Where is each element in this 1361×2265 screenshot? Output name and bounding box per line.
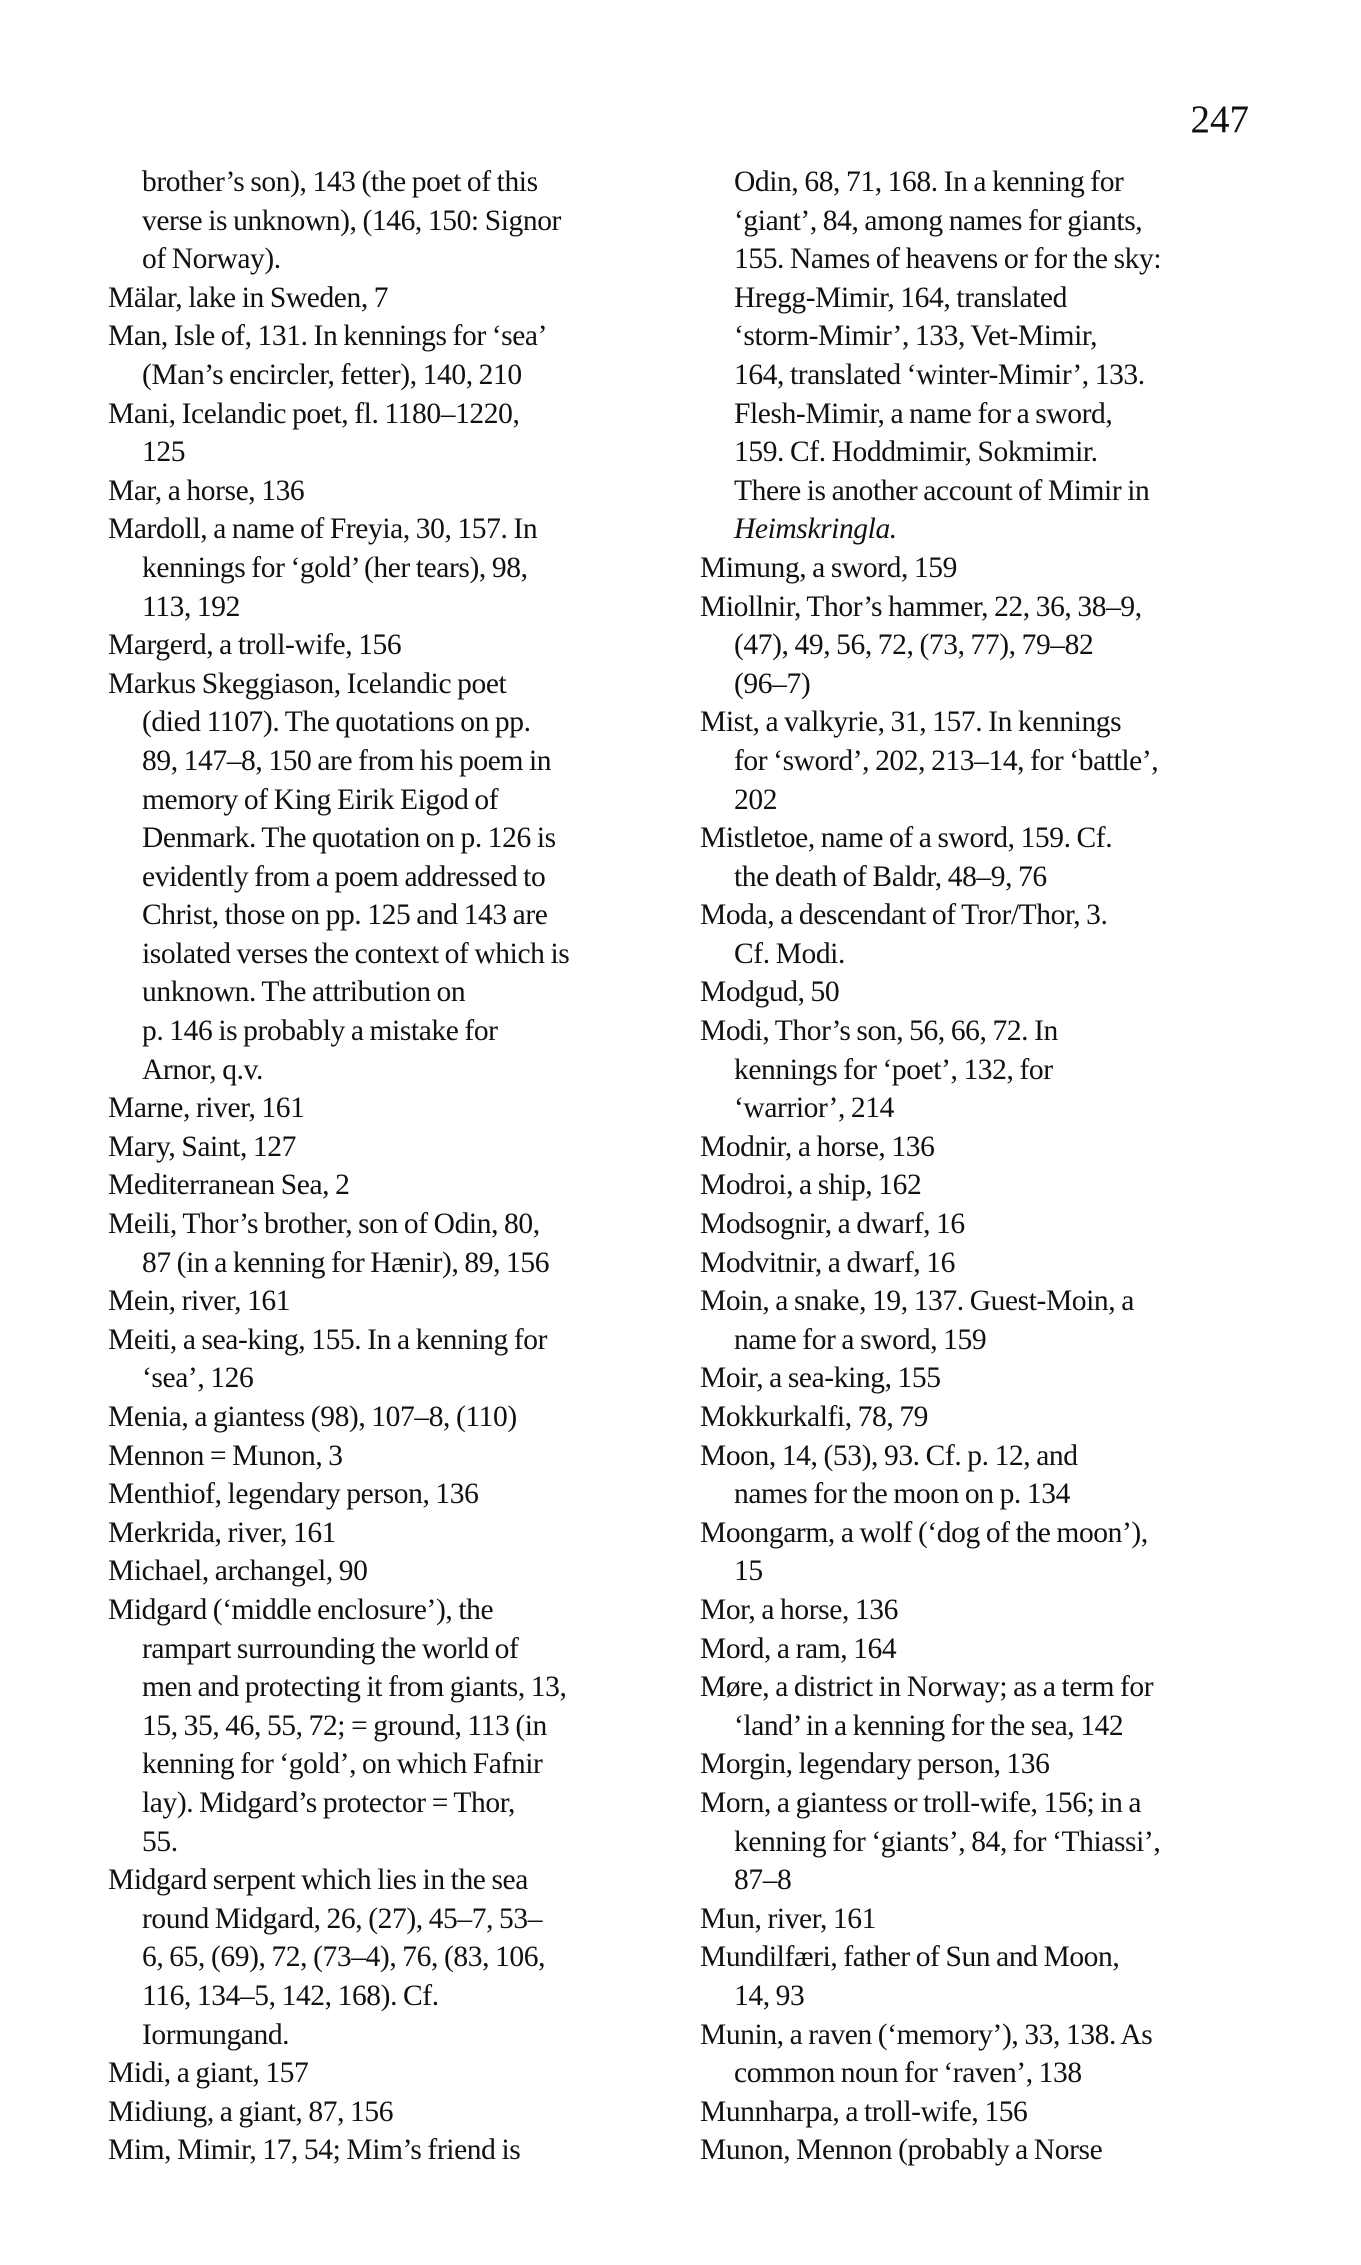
index-entry-continuation: 89, 147–8, 150 are from his poem in <box>142 744 552 777</box>
index-entry-line: Moongarm, a wolf (‘dog of the moon’), <box>700 1516 1148 1549</box>
index-entry-continuation: There is another account of Mimir in <box>734 474 1150 507</box>
index-entry-line: Mani, Icelandic poet, fl. 1180–1220, <box>108 397 520 430</box>
index-entry-continuation: 125 <box>142 436 186 469</box>
index-entry-continuation: ‘warrior’, 214 <box>734 1092 894 1125</box>
index-entry-continuation: 155. Names of heavens or for the sky: <box>734 243 1162 276</box>
index-column-left <box>108 163 668 2170</box>
index-entry-line: Modsognir, a dwarf, 16 <box>700 1208 965 1241</box>
index-entry-continuation: ‘land’ in a kenning for the sea, 142 <box>734 1709 1124 1742</box>
index-entry-continuation: memory of King Eirik Eigod of <box>142 783 499 816</box>
index-entry-line: Munon, Mennon (probably a Norse <box>700 2134 1103 2167</box>
index-entry-continuation: ‘storm-Mimir’, 133, Vet-Mimir, <box>734 320 1098 353</box>
index-entry-line: Merkrida, river, 161 <box>108 1516 337 1549</box>
index-entry-continuation: Hregg-Mimir, 164, translated <box>734 281 1067 314</box>
index-entry-continuation: rampart surrounding the world of <box>142 1632 519 1665</box>
index-entry-line: Markus Skeggiason, Icelandic poet <box>108 667 507 700</box>
index-entry-continuation: 164, translated ‘winter-Mimir’, 133. <box>734 358 1145 391</box>
index-entry-line: Modgud, 50 <box>700 976 840 1009</box>
index-entry-line: Miollnir, Thor’s hammer, 22, 36, 38–9, <box>700 590 1142 623</box>
index-entry-line: Midiung, a giant, 87, 156 <box>108 2095 394 2128</box>
index-entry-line: Michael, archangel, 90 <box>108 1555 368 1588</box>
index-entry-continuation: evidently from a poem addressed to <box>142 860 546 893</box>
index-entry-line: Modnir, a horse, 136 <box>700 1130 935 1163</box>
index-entry-continuation: men and protecting it from giants, 13, <box>142 1671 567 1704</box>
index-entry-continuation: (died 1107). The quotations on pp. <box>142 706 531 739</box>
index-entry-continuation: 202 <box>734 783 778 816</box>
index-entry-line: Menia, a giantess (98), 107–8, (110) <box>108 1401 517 1433</box>
index-entry-continuation: 113, 192 <box>142 590 240 623</box>
index-entry-continuation: Cf. Modi. <box>734 937 845 970</box>
index-entry-continuation: 159. Cf. Hoddmimir, Sokmimir. <box>734 436 1098 469</box>
index-entry-line: Mord, a ram, 164 <box>700 1632 897 1665</box>
index-entry-continuation: for ‘sword’, 202, 213–14, for ‘battle’, <box>734 744 1159 777</box>
index-entry-line: Mennon = Munon, 3 <box>108 1439 343 1472</box>
index-entry-line: Man, Isle of, 131. In kennings for ‘sea’ <box>108 320 548 353</box>
index-entry-line: Menthiof, legendary person, 136 <box>108 1478 479 1511</box>
index-entry-line: Mardoll, a name of Freyia, 30, 157. In <box>108 513 538 546</box>
index-entry-continuation: verse is unknown), (146, 150: Signor <box>142 204 561 237</box>
index-entry-line: Meili, Thor’s brother, son of Odin, 80, <box>108 1208 540 1241</box>
index-entry-continuation: Odin, 68, 71, 168. In a kenning for <box>734 166 1124 198</box>
index-entry-line: Mimung, a sword, 159 <box>700 551 957 584</box>
index-entry-continuation: Arnor, q.v. <box>142 1053 263 1086</box>
index-entry-continuation: kennings for ‘poet’, 132, for <box>734 1053 1053 1086</box>
index-entry-line: Midgard (‘middle enclosure’), the <box>108 1593 494 1626</box>
index-entry-continuation: 15 <box>734 1555 763 1588</box>
index-entry-continuation: round Midgard, 26, (27), 45–7, 53– <box>142 1902 543 1935</box>
page-number: 247 <box>1190 98 1249 141</box>
index-entry-line: Mor, a horse, 136 <box>700 1593 898 1626</box>
index-entry-continuation: 6, 65, (69), 72, (73–4), 76, (83, 106, <box>142 1941 546 1974</box>
index-entry-line: Modi, Thor’s son, 56, 66, 72. In <box>700 1015 1058 1048</box>
index-entry-continuation: the death of Baldr, 48–9, 76 <box>734 860 1047 893</box>
index-entry-continuation: of Norway). <box>142 243 281 276</box>
index-entry-continuation: 87 (in a kenning for Hænir), 89, 156 <box>142 1246 550 1279</box>
index-entry-line: Marne, river, 161 <box>108 1092 305 1125</box>
index-entry-line: Mein, river, 161 <box>108 1285 291 1318</box>
index-entry-continuation: 116, 134–5, 142, 168). Cf. <box>142 1979 439 2012</box>
index-entry-line: Morn, a giantess or troll-wife, 156; in a <box>700 1786 1142 1819</box>
index-entry-continuation: ‘giant’, 84, among names for giants, <box>734 204 1143 237</box>
index-entry-continuation: Iormungand. <box>142 2018 290 2051</box>
index-entry-line: Moin, a snake, 19, 137. Guest-Moin, a <box>700 1285 1134 1318</box>
index-entry-continuation: isolated verses the context of which is <box>142 937 570 970</box>
index-entry-continuation: 14, 93 <box>734 1979 805 2012</box>
index-entry-continuation: kenning for ‘giants’, 84, for ‘Thiassi’, <box>734 1825 1161 1858</box>
index-entry-line: Modvitnir, a dwarf, 16 <box>700 1246 955 1279</box>
index-entry-continuation: (Man’s encircler, fetter), 140, 210 <box>142 358 522 391</box>
index-entry-line: Moir, a sea-king, 155 <box>700 1362 941 1395</box>
index-entry-continuation: ‘sea’, 126 <box>142 1362 254 1395</box>
index-entry-continuation: Flesh-Mimir, a name for a sword, <box>734 397 1113 430</box>
index-entry-continuation: (47), 49, 56, 72, (73, 77), 79–82 <box>734 629 1094 662</box>
index-entry-line: Moda, a descendant of Tror/Thor, 3. <box>700 899 1108 932</box>
index-entry-line: Modroi, a ship, 162 <box>700 1169 922 1202</box>
index-entry-continuation: kenning for ‘gold’, on which Fafnir <box>142 1748 543 1781</box>
index-entry-continuation: p. 146 is probably a mistake for <box>142 1015 498 1048</box>
index-entry-continuation: Christ, those on pp. 125 and 143 are <box>142 899 548 932</box>
index-entry-line: Midi, a giant, 157 <box>108 2057 309 2090</box>
index-entry-continuation: Heimskringla. <box>734 513 897 546</box>
index-entry-continuation: common noun for ‘raven’, 138 <box>734 2057 1082 2090</box>
index-entry-continuation: (96–7) <box>734 667 811 700</box>
index-entry-continuation: unknown. The attribution on <box>142 976 466 1009</box>
index-entry-line: Munin, a raven (‘memory’), 33, 138. As <box>700 2018 1153 2051</box>
index-entry-continuation: name for a sword, 159 <box>734 1323 987 1356</box>
index-entry-line: Margerd, a troll-wife, 156 <box>108 629 402 662</box>
index-entry-continuation: 87–8 <box>734 1864 792 1897</box>
index-entry-line: Meiti, a sea-king, 155. In a kenning for <box>108 1323 548 1356</box>
index-entry-line: Mundilfæri, father of Sun and Moon, <box>700 1941 1120 1974</box>
index-entry-line: Mälar, lake in Sweden, 7 <box>108 281 389 314</box>
index-column-right <box>700 163 1280 2170</box>
index-entry-continuation: lay). Midgard’s protector = Thor, <box>142 1786 515 1819</box>
index-entry-line: Midgard serpent which lies in the sea <box>108 1864 528 1897</box>
index-entry-line: Munnharpa, a troll-wife, 156 <box>700 2095 1028 2128</box>
index-entry-line: Mist, a valkyrie, 31, 157. In kennings <box>700 706 1122 739</box>
index-entry-continuation: Denmark. The quotation on p. 126 is <box>142 822 556 855</box>
index-entry-line: Moon, 14, (53), 93. Cf. p. 12, and <box>700 1439 1078 1472</box>
index-entry-line: Møre, a district in Norway; as a term for <box>700 1671 1154 1704</box>
index-entry-line: Morgin, legendary person, 136 <box>700 1748 1050 1781</box>
index-entry-line: Mim, Mimir, 17, 54; Mim’s friend is <box>108 2134 521 2167</box>
index-entry-continuation: brother’s son), 143 (the poet of this <box>142 166 538 198</box>
index-entry-line: Mediterranean Sea, 2 <box>108 1169 350 1202</box>
index-entry-line: Mokkurkalfi, 78, 79 <box>700 1401 929 1433</box>
index-entry-line: Mistletoe, name of a sword, 159. Cf. <box>700 822 1113 855</box>
index-entry-line: Mary, Saint, 127 <box>108 1130 296 1163</box>
index-entry-continuation: names for the moon on p. 134 <box>734 1478 1070 1511</box>
index-entry-continuation: 15, 35, 46, 55, 72; = ground, 113 (in <box>142 1709 547 1742</box>
index-entry-line: Mun, river, 161 <box>700 1902 876 1935</box>
index-entry-continuation: kennings for ‘gold’ (her tears), 98, <box>142 551 528 584</box>
index-entry-line: Mar, a horse, 136 <box>108 474 305 507</box>
index-entry-continuation: 55. <box>142 1825 178 1858</box>
